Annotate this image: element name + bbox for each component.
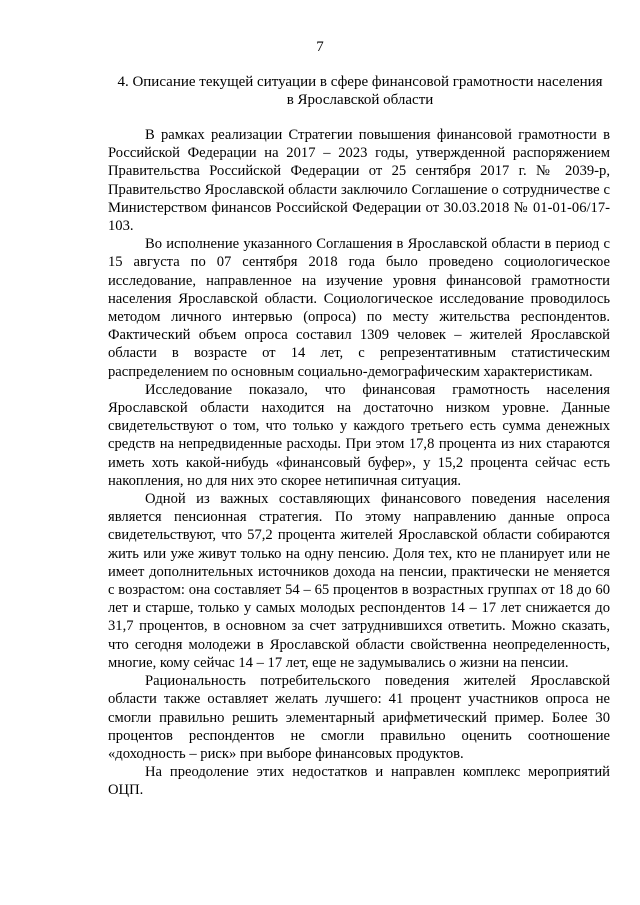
body-text (108, 126, 610, 800)
paragraph-research-findings: Исследование показало, что финансовая грамотность населения Ярославской области находится на достаточно низком уровне. Данные свидетельствуют о том, что только у каждого третьего есть сумма денежных средств на непредвиденные расходы. При этом 17,8 процента из них стараются иметь хоть какой-нибудь «финансовый буфер», у 15,2 процента сейчас есть накопления, но для них это скорее нетипичная ситуация. (108, 381, 610, 489)
paragraph-consumer-behavior: Рациональность потребительского поведения жителей Ярославской области также оставляет желать лучшего: 41 процент участников опроса не смогли правильно решить элементарный арифметический пример. Более 30 процентов респондентов не смогли правильно оценить соотношение «доходность – риск» при выборе финансовых продуктов. (108, 673, 610, 762)
section-heading-line-1: 4. Описание текущей ситуации в сфере финансовой грамотности населения (117, 74, 603, 90)
section-heading-line-2: в Ярославской области (286, 92, 434, 108)
paragraph-survey: Во исполнение указанного Соглашения в Ярославской области в период с 15 августа по 07 сентября 2018 года было проведено социологическое исследование, направленное на изучение уровня финансовой грамотности населения Ярославской области. Социологическое исследование проводилось методом личного интервью (опроса) по месту жительства респондентов. Фактический объем опроса составил 1309 человек – жителей Ярославской области в возрасте от 14 лет, с репрезентативным статистическим распределением по основным социально-демографическим характеристикам. (108, 236, 610, 380)
page-number: 7 (316, 39, 324, 55)
paragraph-agreement: В рамках реализации Стратегии повышения финансовой грамотности в Российской Федерации на 2017 – 2023 годы, утвержденной распоряжением Правительства Российской Федерации от 25 сентября 2017 г. № 2039-р, Правительство Ярославской области заключило Соглашение о сотрудничестве с Министерством финансов Российской Федерации от 30.03.2018 № 01-01-06/17-103. (108, 127, 610, 235)
paragraph-conclusion: На преодоление этих недостатков и направлен комплекс мероприятий ОЦП. (108, 764, 610, 799)
paragraph-pension-strategy: Одной из важных составляющих финансового поведения населения является пенсионная стратегия. По этому направлению данные опроса свидетельствуют, что 57,2 процента жителей Ярославской области собираются жить или уже живут только на одну пенсию. Доля тех, кто не планирует или не имеет дополнительных источников дохода на пенсии, практически не меняется с возрастом: она составляет 54 – 65 процентов в возрастных группах от 18 до 60 лет и старше, только у самых молодых респондентов 14 – 17 лет снижается до 31,7 процентов, в основном за счет затруднившихся ответить. Можно сказать, что сегодня молодежи в Ярославской области свойственна неопределенность, многие, кому сейчас 14 – 17 лет, еще не задумывались о жизни на пенсии. (108, 491, 610, 671)
section-heading (110, 73, 610, 109)
